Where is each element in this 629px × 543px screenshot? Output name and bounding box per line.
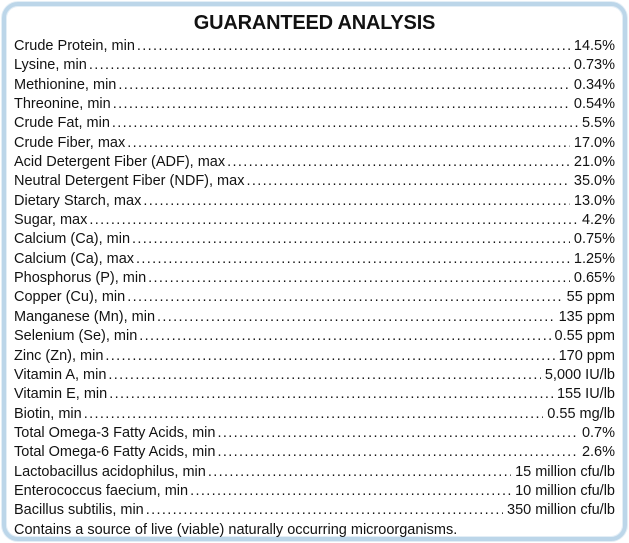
nutrient-value: 5,000 IU/lb <box>544 366 615 383</box>
nutrient-name: Calcium (Ca), max <box>14 250 135 267</box>
nutrient-value: 2.6% <box>581 444 615 461</box>
nutrient-name: Bacillus subtilis, min <box>14 502 144 519</box>
dot-leader <box>208 463 511 482</box>
analysis-row <box>14 37 615 56</box>
analysis-row <box>14 230 615 249</box>
dot-leader <box>246 172 569 191</box>
analysis-row <box>14 424 615 443</box>
nutrient-name: Dietary Starch, max <box>14 192 142 209</box>
dot-leader <box>109 385 553 404</box>
nutrient-value: 4.2% <box>581 212 615 229</box>
analysis-row <box>14 482 615 501</box>
analysis-row <box>14 76 615 95</box>
nutrient-name: Biotin, min <box>14 405 82 422</box>
nutrient-value: 0.75% <box>573 231 615 248</box>
nutrient-name: Threonine, min <box>14 96 111 113</box>
analysis-row <box>14 501 615 520</box>
nutrient-value: 15 million cfu/lb <box>515 463 615 480</box>
nutrient-value: 10 million cfu/lb <box>515 482 615 499</box>
nutrient-name: Vitamin E, min <box>14 386 108 403</box>
analysis-row <box>14 366 615 385</box>
nutrient-value: 0.65% <box>573 270 615 287</box>
dot-leader <box>127 134 570 153</box>
analysis-row <box>14 385 615 404</box>
nutrient-value: 1.25% <box>573 250 615 267</box>
dot-leader <box>217 443 577 462</box>
nutrient-value: 0.55 mg/lb <box>547 405 615 422</box>
nutrient-name: Phosphorus (P), min <box>14 270 147 287</box>
nutrient-name: Selenium (Se), min <box>14 328 138 345</box>
dot-leader <box>127 288 562 307</box>
analysis-row <box>14 172 615 191</box>
nutrient-value: 350 million cfu/lb <box>507 502 615 519</box>
nutrient-name: Total Omega-6 Fatty Acids, min <box>14 444 216 461</box>
dot-leader <box>190 482 511 501</box>
analysis-row <box>14 95 615 114</box>
analysis-rows <box>14 37 615 521</box>
nutrient-name: Calcium (Ca), min <box>14 231 131 248</box>
nutrient-name: Sugar, max <box>14 212 88 229</box>
nutrient-value: 55 ppm <box>566 289 615 306</box>
nutrient-value: 0.55 ppm <box>554 328 615 345</box>
nutrient-name: Methionine, min <box>14 76 117 93</box>
dot-leader <box>89 211 578 230</box>
nutrient-name: Crude Fat, min <box>14 115 110 132</box>
nutrient-name: Enterococcus faecium, min <box>14 482 189 499</box>
dot-leader <box>137 37 570 56</box>
nutrient-value: 17.0% <box>573 134 615 151</box>
nutrient-value: 0.73% <box>573 57 615 74</box>
dot-leader <box>136 250 570 269</box>
guaranteed-analysis-panel <box>2 2 627 541</box>
dot-leader <box>217 424 577 443</box>
nutrient-name: Zinc (Zn), min <box>14 347 104 364</box>
nutrient-name: Crude Fiber, max <box>14 134 126 151</box>
analysis-row <box>14 347 615 366</box>
microorganisms-footnote: Contains a source of live (viable) naturally occurring microorganisms. <box>14 521 458 538</box>
nutrient-name: Copper (Cu), min <box>14 289 126 306</box>
nutrient-value: 170 ppm <box>558 347 615 364</box>
nutrient-value: 13.0% <box>573 192 615 209</box>
dot-leader <box>143 192 570 211</box>
analysis-row <box>14 153 615 172</box>
nutrient-name: Vitamin A, min <box>14 366 107 383</box>
analysis-row <box>14 250 615 269</box>
dot-leader <box>105 347 554 366</box>
dot-leader <box>139 327 550 346</box>
dot-leader <box>132 230 570 249</box>
nutrient-name: Lysine, min <box>14 57 87 74</box>
nutrient-value: 35.0% <box>573 173 615 190</box>
nutrient-value: 5.5% <box>581 115 615 132</box>
nutrient-name: Total Omega-3 Fatty Acids, min <box>14 424 216 441</box>
analysis-row <box>14 327 615 346</box>
analysis-row <box>14 308 615 327</box>
dot-leader <box>84 405 544 424</box>
dot-leader <box>146 501 503 520</box>
analysis-row <box>14 443 615 462</box>
nutrient-value: 135 ppm <box>558 308 615 325</box>
nutrient-value: 14.5% <box>573 38 615 54</box>
analysis-row <box>14 288 615 307</box>
dot-leader <box>108 366 540 385</box>
nutrient-value: 0.34% <box>573 76 615 93</box>
analysis-row <box>14 192 615 211</box>
nutrient-name: Lactobacillus acidophilus, min <box>14 463 206 480</box>
nutrient-value: 0.7% <box>581 424 615 441</box>
analysis-row <box>14 405 615 424</box>
dot-leader <box>89 56 570 75</box>
nutrient-value: 21.0% <box>573 154 615 171</box>
nutrient-value: 0.54% <box>573 96 615 113</box>
dot-leader <box>118 76 570 95</box>
nutrient-name: Crude Protein, min <box>14 38 135 54</box>
nutrient-name: Manganese (Mn), min <box>14 308 156 325</box>
nutrient-value: 155 IU/lb <box>556 386 615 403</box>
nutrient-name: Acid Detergent Fiber (ADF), max <box>14 154 226 171</box>
analysis-row <box>14 463 615 482</box>
nutrient-name: Neutral Detergent Fiber (NDF), max <box>14 173 245 190</box>
dot-leader <box>112 114 578 133</box>
analysis-row <box>14 114 615 133</box>
analysis-row <box>14 269 615 288</box>
analysis-row <box>14 211 615 230</box>
panel-title: GUARANTEED ANALYSIS <box>193 12 436 34</box>
dot-leader <box>157 308 555 327</box>
analysis-row <box>14 134 615 153</box>
dot-leader <box>148 269 570 288</box>
dot-leader <box>227 153 570 172</box>
dot-leader <box>113 95 570 114</box>
analysis-row <box>14 56 615 75</box>
